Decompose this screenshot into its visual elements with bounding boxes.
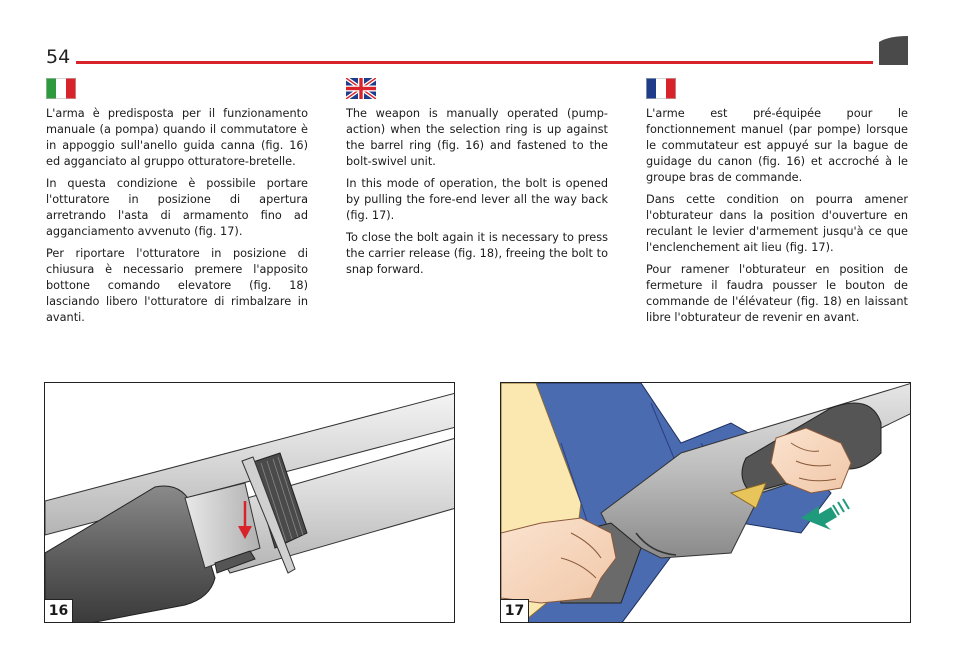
figure-17-illustration xyxy=(501,383,911,623)
figure-16-illustration xyxy=(45,383,455,623)
french-paragraph: Dans cette condition on pourra amener l'obturateur dans la position d'ouverture en reculant le levier d'armement jusqu'à ce que l'enclenchement ait lieu (fig. 17). xyxy=(646,193,908,254)
english-column xyxy=(346,106,608,284)
english-paragraph: In this mode of operation, the bolt is opened by pulling the fore-end lever all the way back (fig. 17). xyxy=(346,177,608,222)
corner-tab-icon xyxy=(879,36,908,65)
english-paragraph: The weapon is manually operated (pump-action) when the selection ring is up against the barrel ring (fig. 16) and fastened to the bolt-swivel unit. xyxy=(346,107,608,168)
france-flag-icon xyxy=(646,78,676,99)
french-paragraph: L'arme est pré-équipée pour le fonctionnement manuel (par pompe) lorsque le commutateur est appuyé sur la bague de guidage du canon (fig. 16) et accroché à le groupe bras de commande. xyxy=(646,107,908,184)
english-paragraph: To close the bolt again it is necessary to press the carrier release (fig. 18), freeing the bolt to snap forward. xyxy=(346,231,608,276)
page-number: 54 xyxy=(46,46,71,68)
figure-16 xyxy=(44,382,455,623)
italian-paragraph: L'arma è predisposta per il funzionamento manuale (a pompa) quando il commutatore è in appoggio sull'anello guida canna (fig. 16) ed agganciato al gruppo otturatore-bretelle. xyxy=(46,107,308,168)
header-rule xyxy=(76,61,873,64)
italy-flag-icon xyxy=(46,78,76,99)
figure-16-label: 16 xyxy=(44,599,73,623)
uk-flag-icon xyxy=(346,78,376,99)
italian-paragraph: Per riportare l'otturatore in posizione di chiusura è necessario premere l'apposito bottone comando elevatore (fig. 18) lasciando libero l'otturatore di rimbalzare in avanti. xyxy=(46,247,308,324)
italian-column xyxy=(46,106,308,332)
french-column xyxy=(646,106,908,332)
figure-17 xyxy=(500,382,911,623)
french-paragraph: Pour ramener l'obturateur en position de fermeture il faudra pousser le bouton de commande de l'élévateur (fig. 18) en laissant libre l'obturateur de revenir en avant. xyxy=(646,263,908,324)
figure-17-label: 17 xyxy=(500,599,529,623)
italian-paragraph: In questa condizione è possibile portare l'otturatore in posizione di apertura arretrando l'asta di armamento fino ad agganciamento avvenuto (fig. 17). xyxy=(46,177,308,238)
